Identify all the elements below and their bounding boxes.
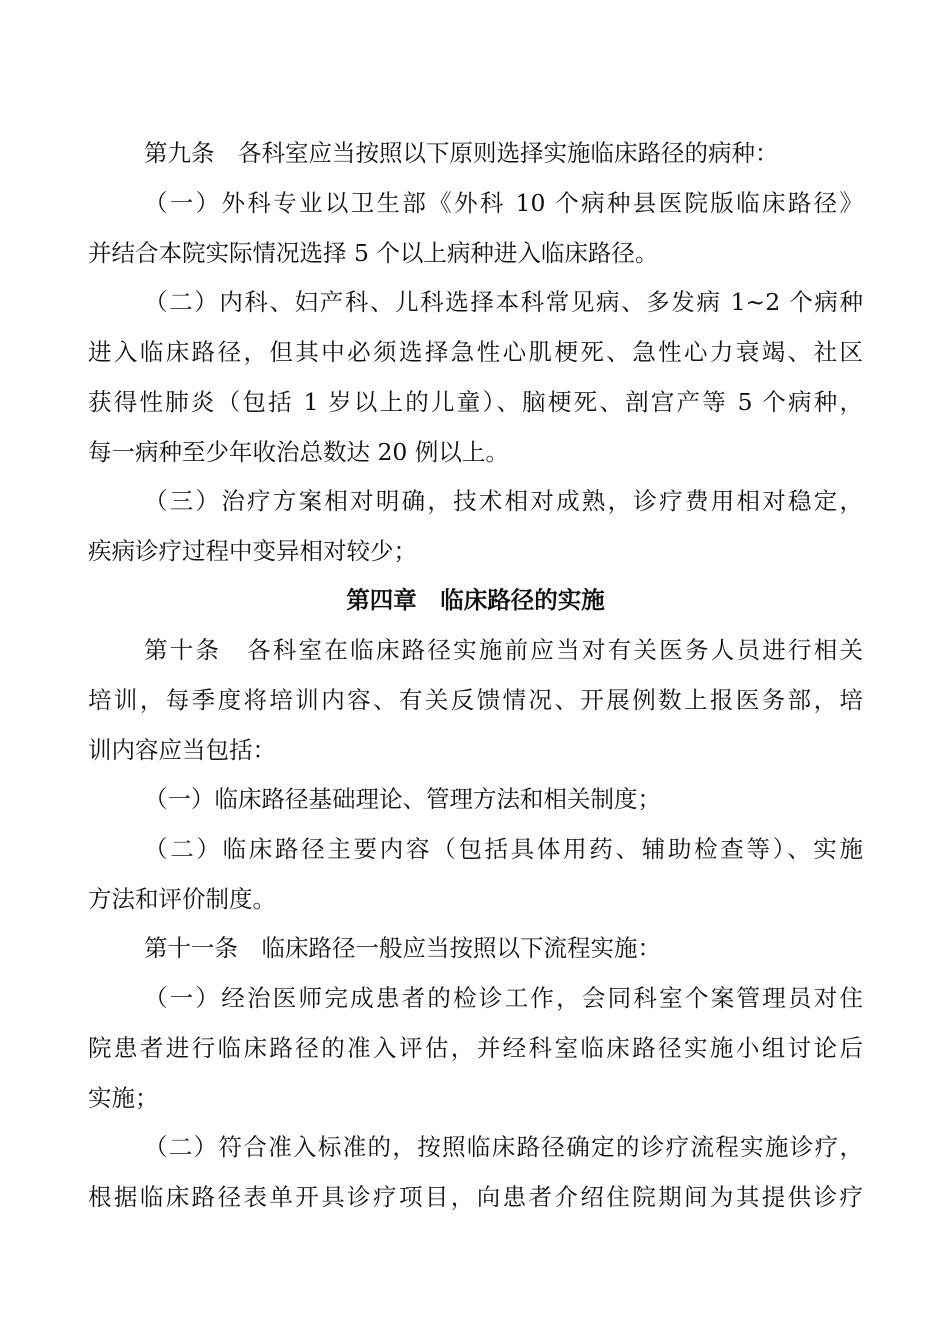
article-10-line-2: 培训，每季度将培训内容、有关反馈情况、开展例数上报医务部，培 bbox=[88, 686, 863, 714]
article-11-item-1-line-3: 实施； bbox=[88, 1084, 159, 1112]
article-9-item-2-line-2: 进入临床路径，但其中必须选择急性心肌梗死、急性心力衰竭、社区 bbox=[88, 338, 863, 366]
article-9-item-2-line-1: （二）内科、妇产科、儿科选择本科常见病、多发病 1~2 个病种 bbox=[144, 288, 863, 316]
article-11-heading: 第十一条 临床路径一般应当按照以下流程实施： bbox=[144, 934, 661, 962]
article-9-heading: 第九条 各科室应当按照以下原则选择实施临床路径的病种： bbox=[144, 139, 779, 167]
article-10-line-3: 训内容应当包括： bbox=[88, 736, 276, 764]
article-11-item-1-line-1: （一）经治医师完成患者的检诊工作，会同科室个案管理员对住 bbox=[144, 984, 863, 1012]
article-9-item-1-line-2: 并结合本院实际情况选择 5 个以上病种进入临床路径。 bbox=[88, 239, 659, 267]
chapter-4-title: 第四章 临床路径的实施 bbox=[346, 586, 605, 614]
article-10-line-1: 第十条 各科室在临床路径实施前应当对有关医务人员进行相关 bbox=[144, 636, 863, 664]
article-9-item-2-line-4: 每一病种至少年收治总数达 20 例以上。 bbox=[88, 438, 509, 466]
article-9-item-3-line-1: （三）治疗方案相对明确，技术相对成熟，诊疗费用相对稳定， bbox=[144, 487, 863, 515]
article-9-item-1-line-1: （一）外科专业以卫生部《外科 10 个病种县医院版临床路径》 bbox=[144, 189, 863, 217]
article-10-item-2-line-2: 方法和评价制度。 bbox=[88, 885, 276, 913]
article-11-item-1-line-2: 院患者进行临床路径的准入评估，并经科室临床路径实施小组讨论后 bbox=[88, 1034, 863, 1062]
article-11-item-2-line-2: 根据临床路径表单开具诊疗项目，向患者介绍住院期间为其提供诊疗 bbox=[88, 1183, 863, 1211]
article-9-item-2-line-3: 获得性肺炎（包括 1 岁以上的儿童）、脑梗死、剖宫产等 5 个病种， bbox=[88, 388, 863, 416]
article-9-item-3-line-2: 疾病诊疗过程中变异相对较少； bbox=[88, 537, 417, 565]
article-10-item-1: （一）临床路径基础理论、管理方法和相关制度； bbox=[144, 785, 661, 813]
article-10-item-2-line-1: （二）临床路径主要内容（包括具体用药、辅助检查等）、实施 bbox=[144, 835, 863, 863]
article-11-item-2-line-1: （二）符合准入标准的，按照临床路径确定的诊疗流程实施诊疗， bbox=[144, 1133, 863, 1161]
